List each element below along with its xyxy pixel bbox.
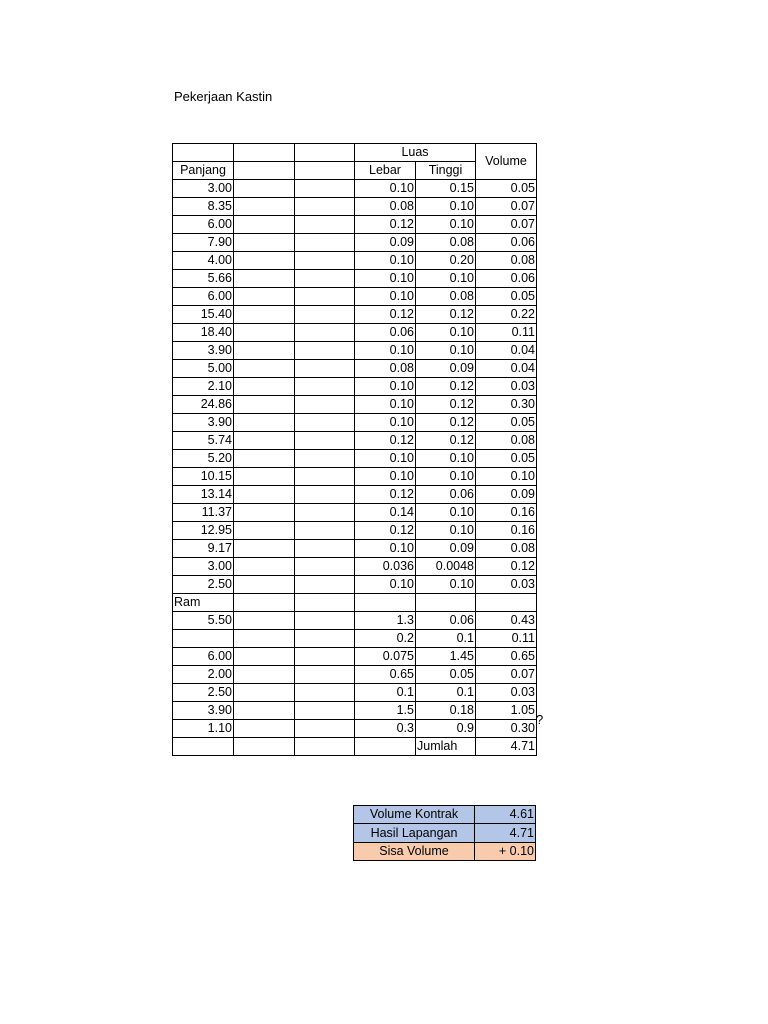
empty-cell (234, 612, 295, 630)
panjang-cell: 5.50 (173, 612, 234, 630)
volume-cell: 0.12 (476, 558, 537, 576)
volume-cell: 0.16 (476, 522, 537, 540)
lebar-cell: 0.036 (355, 558, 416, 576)
header-row-1 (173, 144, 537, 162)
tinggi-cell: 0.10 (416, 450, 476, 468)
tinggi-cell: 0.08 (416, 288, 476, 306)
tinggi-cell: 0.0048 (416, 558, 476, 576)
table-body (173, 144, 537, 756)
header-cell-empty (295, 144, 355, 162)
table-row (173, 576, 537, 594)
lebar-cell: 0.12 (355, 522, 416, 540)
empty-cell (295, 720, 355, 738)
table-row (173, 288, 537, 306)
summary-value: 4.71 (475, 824, 536, 842)
lebar-cell: 0.10 (355, 576, 416, 594)
lebar-cell: 0.10 (355, 342, 416, 360)
table-row (173, 720, 537, 738)
empty-cell (234, 468, 295, 486)
volume-cell: 0.07 (476, 666, 537, 684)
tinggi-cell: 0.10 (416, 576, 476, 594)
table-row (173, 666, 537, 684)
empty-cell (234, 558, 295, 576)
lebar-cell: 0.10 (355, 288, 416, 306)
lebar-cell: 0.10 (355, 414, 416, 432)
tinggi-cell: 0.06 (416, 612, 476, 630)
volume-cell: 0.05 (476, 288, 537, 306)
tinggi-cell: 0.10 (416, 342, 476, 360)
panjang-cell: 3.90 (173, 414, 234, 432)
tinggi-cell: 0.10 (416, 216, 476, 234)
empty-cell (295, 396, 355, 414)
tinggi-cell: 0.9 (416, 720, 476, 738)
summary-row (354, 806, 536, 824)
empty-cell (234, 288, 295, 306)
summary-label: Hasil Lapangan (354, 824, 475, 842)
lebar-cell: 0.14 (355, 504, 416, 522)
lebar-cell: 0.10 (355, 180, 416, 198)
lebar-cell: 0.08 (355, 360, 416, 378)
panjang-cell (173, 630, 234, 648)
summary-label: Sisa Volume (354, 842, 475, 860)
panjang-cell: 6.00 (173, 216, 234, 234)
summary-row (354, 842, 536, 860)
volume-cell: 0.05 (476, 450, 537, 468)
panjang-cell: 2.50 (173, 684, 234, 702)
empty-cell (295, 594, 355, 612)
volume-cell: 0.09 (476, 486, 537, 504)
empty-cell (295, 702, 355, 720)
table-row (173, 486, 537, 504)
empty-cell (234, 576, 295, 594)
empty-cell (355, 738, 416, 756)
empty-cell (234, 432, 295, 450)
empty-cell (295, 360, 355, 378)
empty-cell (234, 720, 295, 738)
empty-cell (295, 630, 355, 648)
empty-cell (355, 594, 416, 612)
volume-cell: 0.07 (476, 198, 537, 216)
table-row (173, 648, 537, 666)
table-row (173, 342, 537, 360)
empty-cell (295, 666, 355, 684)
tinggi-cell: 0.12 (416, 306, 476, 324)
volume-cell: 0.11 (476, 324, 537, 342)
volume-cell: 0.07 (476, 216, 537, 234)
table-row (173, 558, 537, 576)
panjang-cell: 9.17 (173, 540, 234, 558)
empty-cell (234, 540, 295, 558)
header-tinggi: Tinggi (416, 162, 476, 180)
empty-cell (295, 540, 355, 558)
table-row (173, 684, 537, 702)
tinggi-cell: 0.12 (416, 432, 476, 450)
empty-cell (234, 198, 295, 216)
tinggi-cell: 0.10 (416, 270, 476, 288)
tinggi-cell: 0.05 (416, 666, 476, 684)
volume-cell: 0.11 (476, 630, 537, 648)
lebar-cell: 0.1 (355, 684, 416, 702)
tinggi-cell: 0.10 (416, 324, 476, 342)
table-row (173, 432, 537, 450)
empty-cell (295, 252, 355, 270)
empty-cell (234, 648, 295, 666)
lebar-cell: 0.10 (355, 396, 416, 414)
volume-cell: 0.05 (476, 414, 537, 432)
lebar-cell: 0.09 (355, 234, 416, 252)
tinggi-cell: 1.45 (416, 648, 476, 666)
empty-cell (234, 450, 295, 468)
empty-cell (234, 630, 295, 648)
empty-cell (416, 594, 476, 612)
volume-cell: 0.43 (476, 612, 537, 630)
panjang-cell: 5.20 (173, 450, 234, 468)
panjang-cell: 3.00 (173, 558, 234, 576)
empty-cell (295, 486, 355, 504)
section-label: Ram (173, 594, 234, 612)
lebar-cell: 0.10 (355, 252, 416, 270)
tinggi-cell: 0.10 (416, 198, 476, 216)
tinggi-cell: 0.09 (416, 540, 476, 558)
volume-cell: 0.03 (476, 378, 537, 396)
tinggi-cell: 0.15 (416, 180, 476, 198)
empty-cell (295, 648, 355, 666)
summary-body (354, 806, 536, 861)
empty-cell (234, 180, 295, 198)
empty-cell (173, 738, 234, 756)
panjang-cell: 2.50 (173, 576, 234, 594)
panjang-cell: 6.00 (173, 648, 234, 666)
lebar-cell: 1.5 (355, 702, 416, 720)
summary-value: + 0.10 (475, 842, 536, 860)
empty-cell (234, 504, 295, 522)
empty-cell (234, 522, 295, 540)
tinggi-cell: 0.18 (416, 702, 476, 720)
summary-table (353, 805, 536, 861)
table-row (173, 630, 537, 648)
table-row (173, 612, 537, 630)
empty-cell (295, 216, 355, 234)
empty-cell (234, 270, 295, 288)
section-row (173, 594, 537, 612)
tinggi-cell: 0.10 (416, 468, 476, 486)
lebar-cell: 0.10 (355, 450, 416, 468)
volume-cell: 0.30 (476, 720, 537, 738)
volume-cell: 0.08 (476, 540, 537, 558)
volume-cell: 0.22 (476, 306, 537, 324)
empty-cell (295, 234, 355, 252)
lebar-cell: 0.12 (355, 432, 416, 450)
volume-cell: 0.16 (476, 504, 537, 522)
empty-cell (234, 684, 295, 702)
table-row (173, 252, 537, 270)
lebar-cell: 0.10 (355, 468, 416, 486)
empty-cell (295, 450, 355, 468)
table-row (173, 540, 537, 558)
empty-cell (295, 576, 355, 594)
table-row (173, 414, 537, 432)
empty-cell (295, 612, 355, 630)
empty-cell (234, 396, 295, 414)
summary-row (354, 824, 536, 842)
volume-cell: 0.08 (476, 252, 537, 270)
panjang-cell: 2.10 (173, 378, 234, 396)
empty-cell (295, 198, 355, 216)
panjang-cell: 18.40 (173, 324, 234, 342)
lebar-cell: 0.10 (355, 540, 416, 558)
panjang-cell: 3.90 (173, 342, 234, 360)
volume-cell: 0.08 (476, 432, 537, 450)
empty-cell (234, 342, 295, 360)
empty-cell (295, 288, 355, 306)
empty-cell (234, 594, 295, 612)
lebar-cell: 0.10 (355, 378, 416, 396)
table-row (173, 504, 537, 522)
empty-cell (234, 378, 295, 396)
empty-cell (234, 486, 295, 504)
question-mark: ? (536, 712, 544, 727)
table-row (173, 450, 537, 468)
lebar-cell: 0.65 (355, 666, 416, 684)
empty-cell (295, 432, 355, 450)
table-row (173, 396, 537, 414)
tinggi-cell: 0.10 (416, 522, 476, 540)
header-cell-empty (295, 162, 355, 180)
table-row (173, 324, 537, 342)
lebar-cell: 0.12 (355, 306, 416, 324)
table-row (173, 216, 537, 234)
empty-cell (295, 180, 355, 198)
volume-cell: 0.06 (476, 234, 537, 252)
table-row (173, 702, 537, 720)
volume-cell: 0.10 (476, 468, 537, 486)
panjang-cell: 5.74 (173, 432, 234, 450)
jumlah-value: 4.71 (476, 738, 537, 756)
header-cell-empty (234, 162, 295, 180)
panjang-cell: 8.35 (173, 198, 234, 216)
lebar-cell: 0.12 (355, 486, 416, 504)
header-lebar: Lebar (355, 162, 416, 180)
table-row (173, 270, 537, 288)
empty-cell (234, 234, 295, 252)
empty-cell (295, 468, 355, 486)
empty-cell (295, 414, 355, 432)
tinggi-cell: 0.12 (416, 396, 476, 414)
table-row (173, 234, 537, 252)
empty-cell (295, 324, 355, 342)
panjang-cell: 11.37 (173, 504, 234, 522)
panjang-cell: 24.86 (173, 396, 234, 414)
kastin-table (172, 143, 537, 756)
total-row (173, 738, 537, 756)
empty-cell (234, 414, 295, 432)
panjang-cell: 12.95 (173, 522, 234, 540)
volume-cell: 0.06 (476, 270, 537, 288)
summary-value: 4.61 (475, 806, 536, 824)
empty-cell (295, 378, 355, 396)
volume-cell: 0.04 (476, 342, 537, 360)
header-volume: Volume (476, 144, 537, 180)
panjang-cell: 7.90 (173, 234, 234, 252)
empty-cell (234, 216, 295, 234)
tinggi-cell: 0.06 (416, 486, 476, 504)
summary-label: Volume Kontrak (354, 806, 475, 824)
empty-cell (295, 684, 355, 702)
lebar-cell: 0.075 (355, 648, 416, 666)
volume-cell: 0.65 (476, 648, 537, 666)
tinggi-cell: 0.10 (416, 504, 476, 522)
panjang-cell: 10.15 (173, 468, 234, 486)
tinggi-cell: 0.12 (416, 378, 476, 396)
header-luas: Luas (355, 144, 476, 162)
empty-cell (295, 558, 355, 576)
empty-cell (234, 666, 295, 684)
tinggi-cell: 0.08 (416, 234, 476, 252)
empty-cell (234, 252, 295, 270)
table-row (173, 468, 537, 486)
panjang-cell: 5.00 (173, 360, 234, 378)
volume-cell: 0.30 (476, 396, 537, 414)
panjang-cell: 1.10 (173, 720, 234, 738)
lebar-cell: 0.06 (355, 324, 416, 342)
empty-cell (234, 324, 295, 342)
lebar-cell: 0.3 (355, 720, 416, 738)
volume-cell: 0.03 (476, 684, 537, 702)
volume-cell: 1.05 (476, 702, 537, 720)
lebar-cell: 0.08 (355, 198, 416, 216)
tinggi-cell: 0.20 (416, 252, 476, 270)
header-cell-empty (234, 144, 295, 162)
lebar-cell: 0.2 (355, 630, 416, 648)
volume-cell: 0.05 (476, 180, 537, 198)
table-row (173, 522, 537, 540)
panjang-cell: 3.00 (173, 180, 234, 198)
panjang-cell: 3.90 (173, 702, 234, 720)
tinggi-cell: 0.1 (416, 684, 476, 702)
panjang-cell: 2.00 (173, 666, 234, 684)
empty-cell (295, 504, 355, 522)
empty-cell (476, 594, 537, 612)
empty-cell (234, 738, 295, 756)
tinggi-cell: 0.1 (416, 630, 476, 648)
tinggi-cell: 0.09 (416, 360, 476, 378)
table-row (173, 378, 537, 396)
panjang-cell: 13.14 (173, 486, 234, 504)
header-cell-empty (173, 144, 234, 162)
volume-cell: 0.03 (476, 576, 537, 594)
empty-cell (295, 522, 355, 540)
table-row (173, 198, 537, 216)
lebar-cell: 0.10 (355, 270, 416, 288)
header-panjang: Panjang (173, 162, 234, 180)
lebar-cell: 0.12 (355, 216, 416, 234)
panjang-cell: 4.00 (173, 252, 234, 270)
volume-cell: 0.04 (476, 360, 537, 378)
table-row (173, 360, 537, 378)
lebar-cell: 1.3 (355, 612, 416, 630)
empty-cell (295, 738, 355, 756)
tinggi-cell: 0.12 (416, 414, 476, 432)
page-title: Pekerjaan Kastin (174, 89, 273, 104)
empty-cell (295, 306, 355, 324)
empty-cell (295, 342, 355, 360)
table-row (173, 180, 537, 198)
jumlah-label: Jumlah (416, 738, 476, 756)
empty-cell (234, 360, 295, 378)
table-row (173, 306, 537, 324)
empty-cell (234, 702, 295, 720)
panjang-cell: 6.00 (173, 288, 234, 306)
empty-cell (234, 306, 295, 324)
empty-cell (295, 270, 355, 288)
panjang-cell: 15.40 (173, 306, 234, 324)
panjang-cell: 5.66 (173, 270, 234, 288)
